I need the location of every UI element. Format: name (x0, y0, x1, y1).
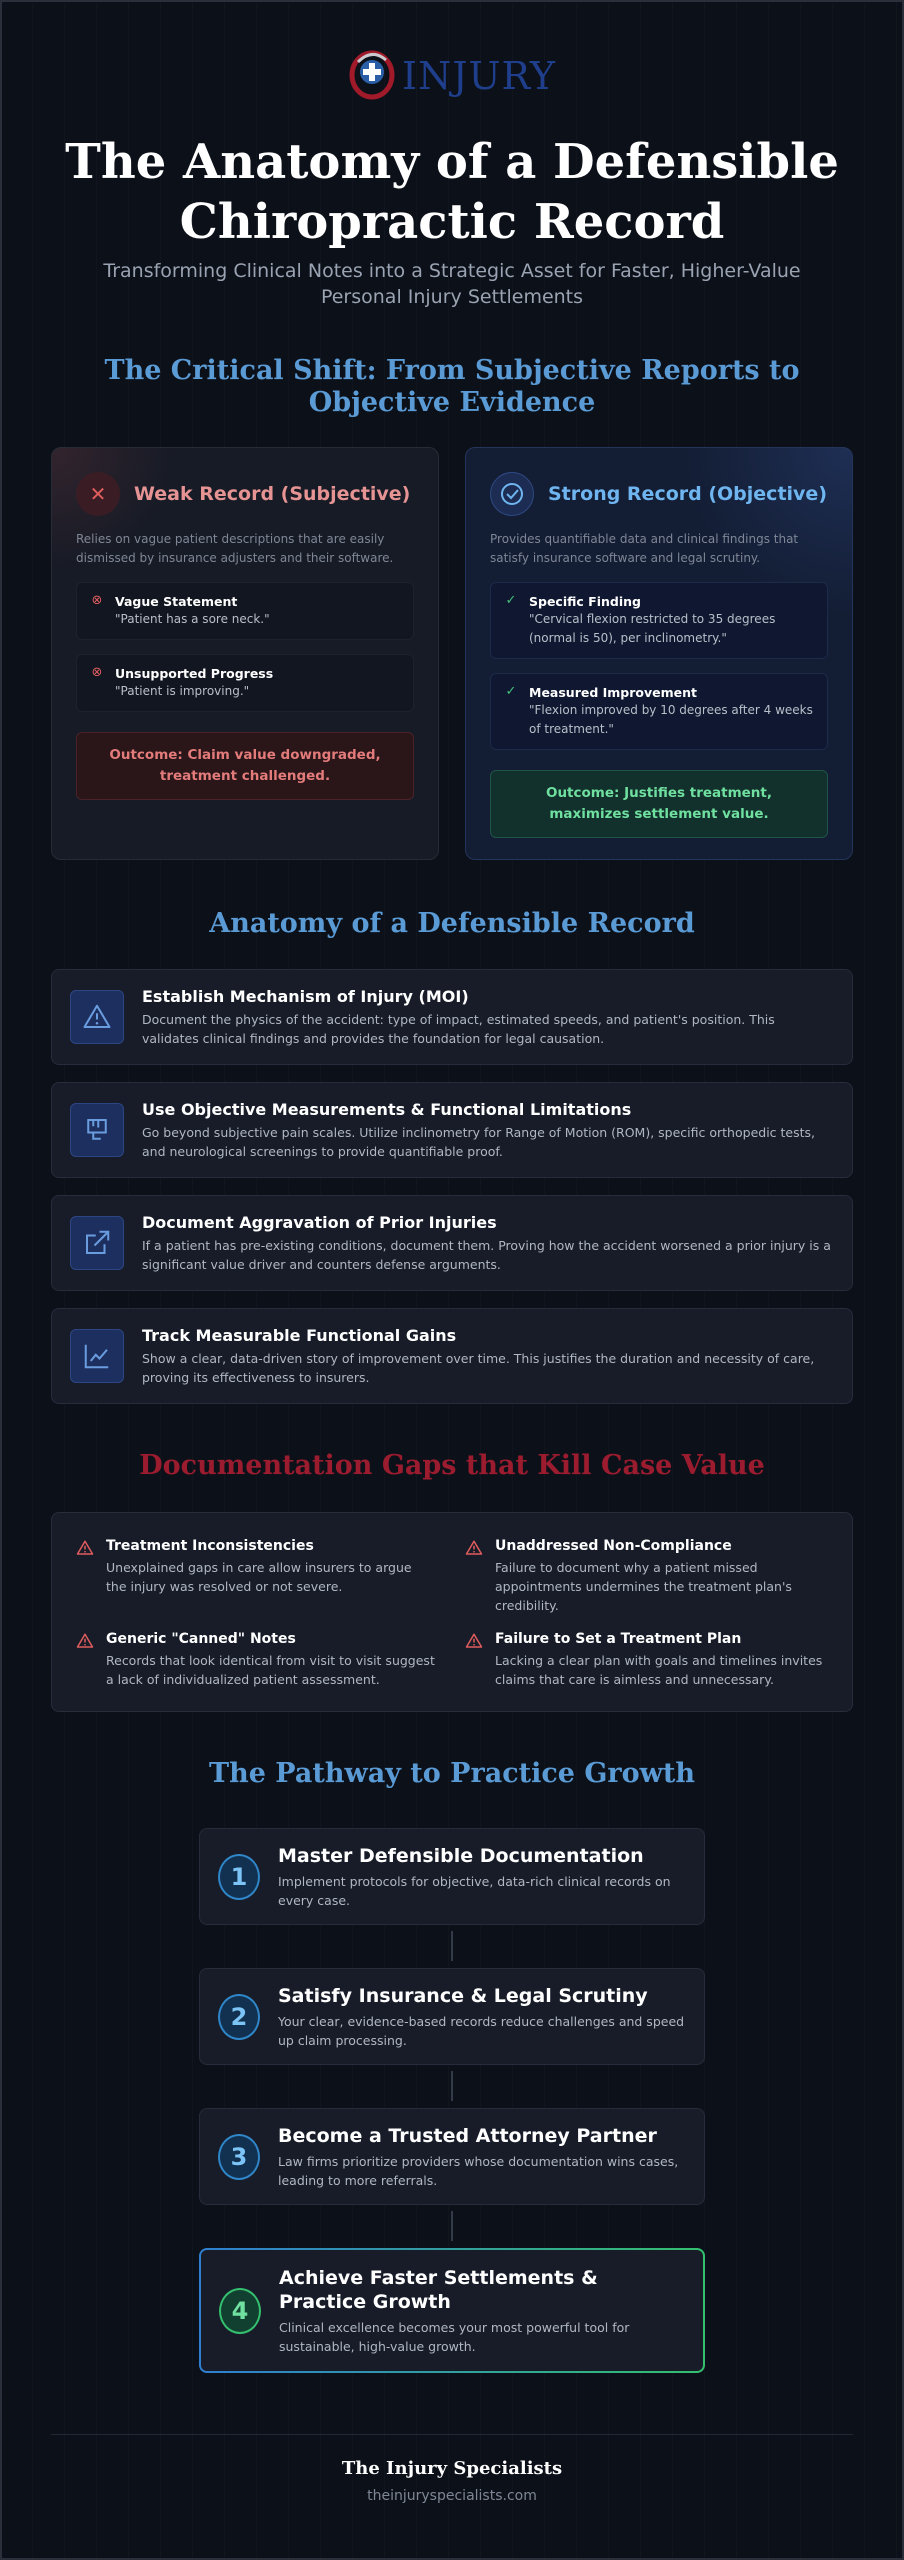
anatomy-item-title: Document Aggravation of Prior Injuries (142, 1212, 497, 1232)
step-text: Clinical excellence becomes your most powerful tool for sustainable, high-value growth. (279, 2319, 630, 2354)
gap-item (76, 1630, 436, 1689)
strong-record-outcome: Outcome: Justifies treatment, maximizes settlement value. (490, 770, 828, 838)
step-connector (451, 1931, 453, 1961)
anatomy-item-title: Establish Mechanism of Injury (MOI) (142, 986, 469, 1006)
gap-item (76, 1537, 436, 1596)
item-text: "Patient is improving." (115, 684, 250, 698)
gap-item-title: Failure to Set a Treatment Plan (495, 1631, 742, 1647)
strong-record-title: Strong Record (Objective) (548, 483, 827, 505)
pathway-step-final (199, 2248, 705, 2373)
shift-section-title: The Critical Shift: From Subjective Reports to Objective Evidence (104, 355, 800, 418)
gap-item-text: Unexplained gaps in care allow insurers to argue the injury was resolved or not severe. (106, 1560, 412, 1594)
x-circle-icon: ⊗ (91, 593, 103, 608)
anatomy-section-title: Anatomy of a Defensible Record (209, 908, 695, 939)
item-title: Specific Finding (529, 594, 641, 609)
gap-item (465, 1537, 825, 1615)
step-text: Your clear, evidence-based records reduce challenges and speed up claim processing. (278, 2013, 685, 2048)
page-title: The Anatomy of a Defensible Chiropractic Record (65, 134, 839, 250)
logo (0, 48, 904, 104)
gap-item-text: Records that look identical from visit to visit suggest a lack of individualized patient assessment. (106, 1653, 435, 1687)
anatomy-item-title: Track Measurable Functional Gains (142, 1325, 457, 1345)
item-text: "Cervical flexion restricted to 35 degrees (normal is 50), per inclinometry." (529, 612, 776, 645)
warning-triangle-icon (70, 990, 124, 1044)
pathway-step (199, 1828, 705, 1925)
pathway-section-title: The Pathway to Practice Growth (208, 1758, 696, 1789)
step-title: Achieve Faster Settlements & Practice Growth (279, 2266, 598, 2313)
checkmark-icon: ✓ (505, 684, 517, 699)
step-number: 3 (218, 2134, 260, 2180)
step-text: Law firms prioritize providers whose documentation wins cases, leading to more referrals. (278, 2153, 679, 2188)
step-title: Become a Trusted Attorney Partner (278, 2124, 657, 2147)
external-link-icon (70, 1216, 124, 1270)
item-text: "Patient has a sore neck." (115, 612, 270, 626)
gaps-section-title: Documentation Gaps that Kill Case Value (139, 1450, 765, 1481)
footer-company-name: The Injury Specialists (341, 2458, 563, 2479)
pathway-step (199, 1968, 705, 2065)
anatomy-item (51, 1195, 853, 1291)
medical-cross-logo-icon (348, 48, 396, 104)
item-title: Vague Statement (115, 594, 238, 609)
strong-record-description: Provides quantifiable data and clinical findings that satisfy insurance software and legal scrutiny. (490, 532, 799, 565)
anatomy-item-text: Document the physics of the accident: type of impact, estimated speeds, and patient's position. This validates clinical findings and provides the foundation for legal causation. (142, 1011, 775, 1046)
gap-item-title: Generic "Canned" Notes (106, 1631, 296, 1647)
warning-icon (465, 1539, 483, 1615)
pathway-step (199, 2108, 705, 2205)
item-text: "Flexion improved by 10 degrees after 4 weeks of treatment." (529, 703, 813, 736)
step-title: Master Defensible Documentation (278, 1844, 644, 1867)
footer-website-link[interactable]: theinjuryspecialists.com (367, 2488, 537, 2504)
anatomy-item-text: Go beyond subjective pain scales. Utilize inclinometry for Range of Motion (ROM), specific orthopedic tests, and neurological screenings to provide quantifiable proof. (142, 1124, 815, 1159)
x-circle-icon: ✕ (76, 472, 120, 516)
item-title: Unsupported Progress (115, 666, 274, 681)
footer-divider (51, 2434, 853, 2435)
anatomy-item (51, 1082, 853, 1178)
step-title: Satisfy Insurance & Legal Scrutiny (278, 1984, 648, 2007)
weak-record-title: Weak Record (Subjective) (134, 483, 411, 505)
anatomy-item-text: If a patient has pre-existing conditions, document them. Proving how the accident worsened a prior injury is a significant value driver and counters defense arguments. (142, 1237, 831, 1272)
gaps-panel (51, 1512, 853, 1712)
gap-item-title: Unaddressed Non-Compliance (495, 1538, 732, 1554)
weak-record-description: Relies on vague patient descriptions that are easily dismissed by insurance adjusters and their software. (76, 532, 394, 565)
gap-item-text: Failure to document why a patient missed appointments undermines the treatment plan's credibility. (495, 1560, 792, 1613)
step-number: 4 (219, 2288, 261, 2334)
strong-record-item (490, 673, 828, 750)
weak-record-outcome: Outcome: Claim value downgraded, treatment challenged. (76, 732, 414, 800)
step-connector (451, 2071, 453, 2101)
item-title: Measured Improvement (529, 685, 698, 700)
step-text: Implement protocols for objective, data-rich clinical records on every case. (278, 1873, 671, 1908)
weak-record-item (76, 582, 414, 640)
x-circle-icon: ⊗ (91, 665, 103, 680)
gap-item (465, 1630, 825, 1689)
warning-icon (76, 1539, 94, 1596)
strong-record-item (490, 582, 828, 659)
logo-text: INJURY (401, 54, 557, 98)
weak-record-item (76, 654, 414, 712)
warning-icon (465, 1632, 483, 1689)
checkmark-icon: ✓ (505, 593, 517, 608)
gap-item-text: Lacking a clear plan with goals and timelines invites claims that care is aimless and unnecessary. (495, 1653, 823, 1687)
warning-icon (76, 1632, 94, 1689)
step-connector (451, 2211, 453, 2241)
step-number: 2 (218, 1994, 260, 2040)
page-subtitle: Transforming Clinical Notes into a Strategic Asset for Faster, Higher-Value Personal Injury Settlements (103, 260, 801, 308)
anatomy-item (51, 969, 853, 1065)
check-circle-icon (490, 472, 534, 516)
anatomy-item-title: Use Objective Measurements & Functional Limitations (142, 1099, 632, 1119)
step-number: 1 (218, 1854, 260, 1900)
anatomy-item-text: Show a clear, data-driven story of improvement over time. This justifies the duration and necessity of care, proving its effectiveness to insurers. (142, 1350, 815, 1385)
gap-item-title: Treatment Inconsistencies (106, 1538, 314, 1554)
anatomy-item (51, 1308, 853, 1404)
weak-record-card (51, 447, 439, 860)
line-chart-icon (70, 1329, 124, 1383)
ruler-icon (70, 1103, 124, 1157)
strong-record-card (465, 447, 853, 860)
